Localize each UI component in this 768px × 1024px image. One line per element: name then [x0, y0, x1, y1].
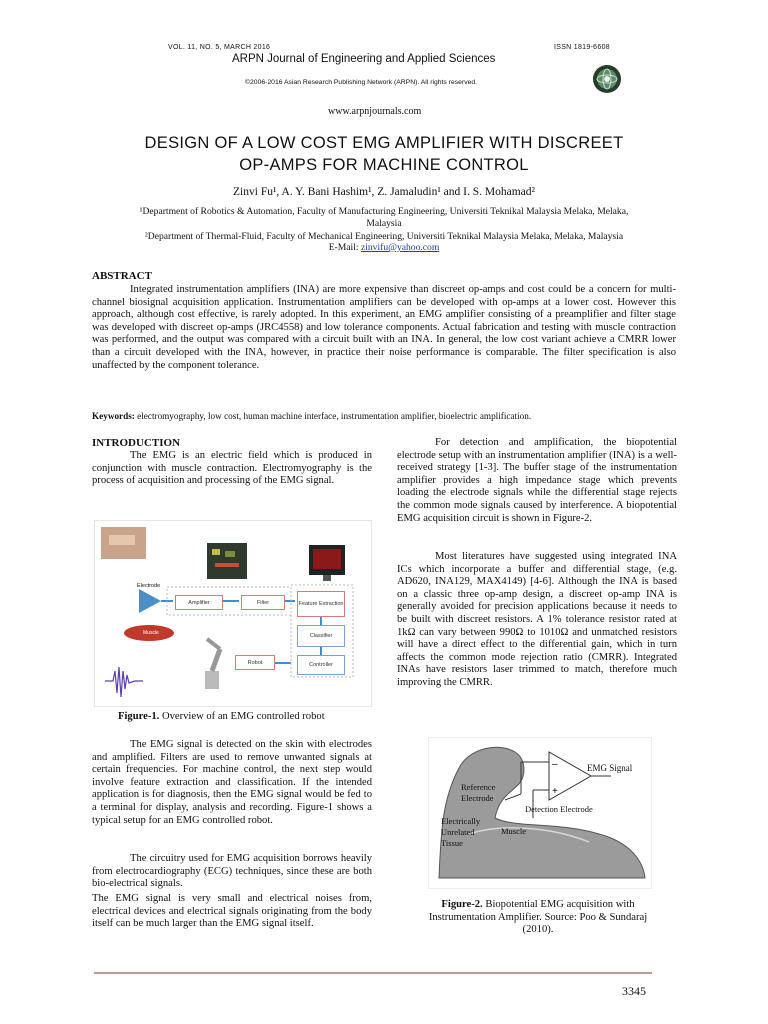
- website: www.arpnjournals.com: [328, 106, 422, 117]
- affiliation-1-line1: ¹Department of Robotics & Automation, Faculty of Manufacturing Engineering, Universiti Teknikal Malaysia Melaka, Melaka,: [139, 206, 629, 217]
- keywords-text: electromyography, low cost, human machine interface, instrumentation amplifier, bioelectric amplification.: [137, 411, 532, 421]
- figure-2-caption-line2: Instrumentation Amplifier. Source: Poo & Sundaraj: [428, 911, 648, 923]
- footer-rule: [94, 972, 652, 974]
- fig1-robot-box: Robot: [235, 655, 275, 670]
- email-link[interactable]: zinvifu@yahoo.com: [360, 242, 440, 253]
- fig1-muscle-label: Muscle: [143, 630, 159, 636]
- fig2-reference-line1: Reference: [461, 782, 496, 792]
- fig2-muscle-label: Muscle: [501, 826, 527, 836]
- issn: ISSN 1819-6608: [554, 44, 610, 51]
- volume-info: VOL. 11, NO. 5, MARCH 2016: [168, 44, 271, 51]
- fig2-unrelated-line1: Electrically: [441, 816, 481, 826]
- intro-paragraph-3: The circuitry used for EMG acquisition borrows heavily from electrocardiography (ECG) techniques, since these are both bio-electrical signals.: [92, 853, 372, 890]
- figure-1: [94, 520, 372, 707]
- svg-text:+: +: [552, 786, 558, 797]
- abstract-heading: ABSTRACT: [92, 270, 152, 282]
- fig2-detection-electrode-label: Detection Electrode: [525, 804, 593, 814]
- affiliation-2: ²Department of Thermal-Fluid, Faculty of Mechanical Engineering, Universiti Teknikal Malaysia Melaka, Melaka, Malaysia: [144, 231, 624, 242]
- figure-1-caption-text: Overview of an EMG controlled robot: [161, 711, 325, 722]
- fig1-controller-box: Controller: [297, 655, 345, 675]
- figure-2-caption-text1: Biopotential EMG acquisition with: [485, 899, 635, 910]
- figure-2-label: Figure-2.: [441, 899, 483, 910]
- fig1-electrode-label: Electrode: [137, 583, 161, 589]
- figure-2-caption-line3: (2010).: [522, 924, 554, 935]
- fig2-reference-line2: Electrode: [461, 793, 494, 803]
- email-label: E-Mail:: [328, 242, 359, 253]
- fig2-unrelated-line2: Unrelated: [441, 827, 475, 837]
- right-paragraph-2: Most literatures have suggested using integrated INA ICs which incorporate a buffer and differential stage, (e.g. AD620, INA129, MAX4149) [4-6]. Although the INA is based on a classic three op-amp design, a discreet op-amp INA is generally avoided for precision applications because it needs to be built with discreet resistors. A 1% tolerance resistor rated at 1kΩ can vary between 990Ω to 1010Ω and unmatched resistors will have a direct effect to the differential gain, which in turn affects the common mode rejection ratio (CMRR). Integrated INAs have resistors laser trimmed to match, therefore much improving the CMRR.: [397, 551, 677, 688]
- svg-text:–: –: [552, 759, 558, 770]
- page-number: 3345: [622, 984, 646, 998]
- figure-1-caption: [118, 711, 325, 722]
- fig1-classifier-box: Classifier: [297, 625, 345, 647]
- paper-title-line1: DESIGN OF A LOW COST EMG AMPLIFIER WITH DISCREET: [144, 134, 624, 152]
- keywords-label: Keywords:: [92, 411, 135, 421]
- figure-2-caption-line1: [398, 899, 678, 912]
- authors: Zinvi Fu¹, A. Y. Bani Hashim¹, Z. Jamaludin¹ and I. S. Mohamad²: [233, 186, 535, 198]
- paper-title-line2: OP-AMPS FOR MACHINE CONTROL: [239, 156, 529, 174]
- fig1-amplifier-box: Amplifier: [175, 595, 223, 610]
- introduction-heading: INTRODUCTION: [92, 437, 181, 449]
- right-paragraph-1: For detection and amplification, the biopotential electrode setup with an instrumentation amplifier (INA) is a well-received strategy [1-3]. The buffer stage of the instrumentation amplifier provides a high impedance stage which prevents loading the electrode signals while the differential stage rejects the common mode signals caused by interference. A biopotential EMG acquisition circuit is shown in Figure-2.: [397, 437, 677, 524]
- figure-1-label: Figure-1.: [118, 711, 160, 722]
- abstract-text: Integrated instrumentation amplifiers (INA) are more expensive than discreet op-amps and cost could be a concern for multi-channel biosignal acquisition application. Instrumentation amplifiers can be developed with op-amps at a lower cost. However this approach, although cost effective, is rarely adopted. In this experiment, an EMG amplifier consisting of a preamplifier and filter stage was developed with discreet op-amps (JRC4558) and low tolerance components. Actual fabrication and testing with muscle contraction was performed, and the output was compared with a circuit built with an INA. In general, the low cost variant achieve a CMRR lower than a circuit developed with the INA, however, in practice their noise performance is comparable. The filter specification is also unaffected by the component tolerance.: [92, 284, 676, 371]
- fig1-filter-box: Filter: [241, 595, 285, 610]
- journal-name: ARPN Journal of Engineering and Applied Sciences: [232, 53, 496, 65]
- fig2-unrelated-line3: Tissue: [441, 838, 463, 848]
- fig2-emg-signal-label: EMG Signal: [587, 763, 633, 773]
- fig2-unrelated-tissue-label: [441, 816, 480, 849]
- copyright: ©2006-2016 Asian Research Publishing Network (ARPN). All rights reserved.: [245, 79, 478, 86]
- intro-paragraph-4: The EMG signal is very small and electrical noises from, electrical devices and electrical signals originating from the body itself can be much larger than the EMG signal itself.: [92, 893, 372, 930]
- figure-2: [428, 737, 652, 889]
- keywords: [92, 411, 692, 421]
- fig2-reference-electrode-label: [461, 782, 495, 804]
- journal-logo-icon: [592, 64, 622, 94]
- figure-2-caption: [398, 899, 678, 937]
- email-line: [0, 242, 768, 254]
- affiliation-1: [100, 206, 668, 230]
- intro-paragraph-2: The EMG signal is detected on the skin with electrodes and amplified. Filters are used to remove unwanted signals at certain frequencies. For machine control, the next step would involve feature extraction and classification. If the intended application is for diagnosis, then the EMG signal would be fed to a terminal for display, analysis and recording. Figure-1 shows a typical setup for an EMG controlled robot.: [92, 739, 372, 826]
- intro-paragraph-1: The EMG is an electric field which is produced in conjunction with muscle contraction. Electromyography is the process of acquisition and processing of the EMG signal.: [92, 450, 372, 487]
- fig1-feature-extraction-box: Feature Extraction: [297, 591, 345, 617]
- paper-title: [0, 132, 768, 176]
- affiliation-1-line2: Malaysia: [366, 218, 402, 229]
